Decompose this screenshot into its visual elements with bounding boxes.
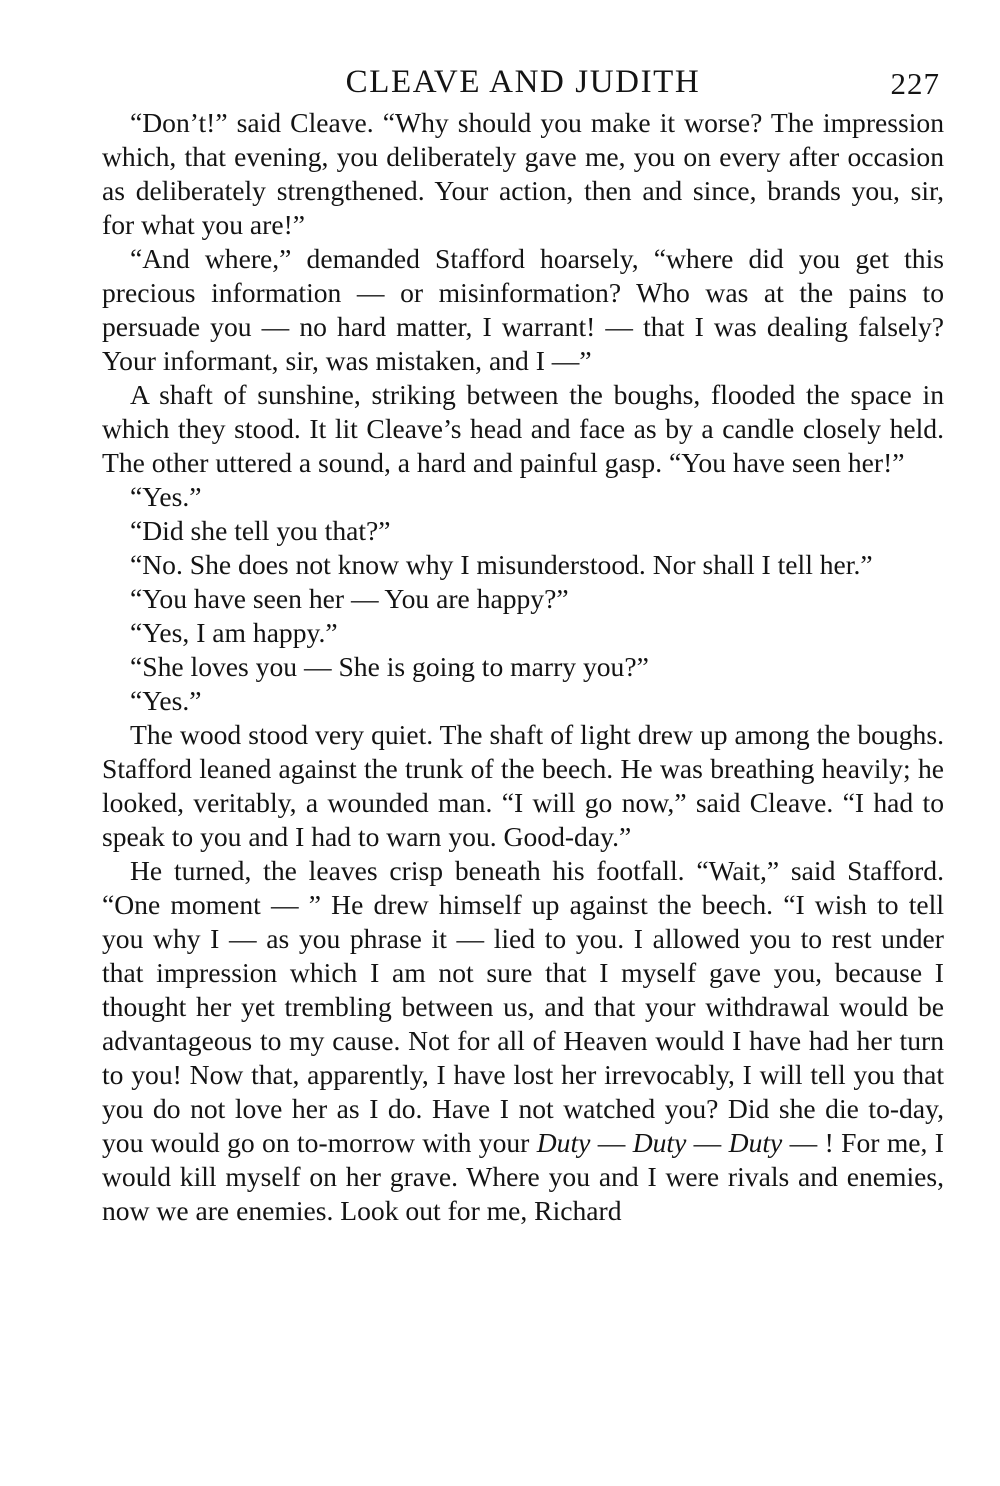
paragraph: “Don’t!” said Cleave. “Why should you make it worse? The impression which, that evening, you deliberately gave me, you on every after occasion as deliberately strengthened. Your action, then and since, brands you, sir, for what you are!” — [102, 107, 944, 240]
paragraph: “No. She does not know why I misunderstood. Nor shall I tell her.” — [130, 549, 873, 580]
page-number: 227 — [890, 66, 940, 101]
paragraph-final: He turned, the leaves crisp beneath his footfall. “Wait,” said Stafford. “One moment — ” He drew himself up against the beech. “I wish to tell you why I — as you phrase it — lied to you. I allowed you to rest under that impression which I am not sure that I myself gave you, because I thought her yet trembling between us, and that your withdrawal would be advantageous to my cause. Not for all of Heaven would I have had her turn to you! Now that, apparently, I have lost her irrevocably, I will tell you that you do not love her as I do. Have I not watched you? Did she die to-day, you would go on to-morrow with your Duty — Duty — Duty — ! For me, I would kill myself on her grave. Where you and I were rivals and enemies, now we are enemies. Look out for me, Richard — [102, 855, 944, 1226]
paragraph: The wood stood very quiet. The shaft of light drew up among the boughs. Stafford leaned against the trunk of the beech. He was breathing heavily; he looked, veritably, a wounded man. “I will go now,” said Cleave. “I had to speak to you and I had to warn you. Good-day.” — [102, 719, 944, 852]
paragraph-tail: For me, I would kill myself on her grave. Where you and I were rivals and enemies, now we are enemies. Look out for me, Richard — [102, 1127, 944, 1226]
running-title: CLEAVE AND JUDITH — [345, 64, 701, 100]
italic-word: Duty — [536, 1127, 591, 1158]
book-page — [102, 62, 944, 1228]
paragraph: “She loves you — She is going to marry you?” — [130, 651, 649, 682]
page-header — [102, 62, 944, 106]
italic-word: Duty — [632, 1127, 687, 1158]
paragraph-lead: He turned, the leaves crisp beneath his footfall. “Wait,” said Stafford. “One moment — ” He drew himself up against the beech. “I wish to tell you why I — as you phrase it — lied to you. I allowed you to rest under that impression which I am not sure that I myself gave you, because I thought her yet trembling between us, and that your withdrawal would be advantageous to my cause. Not for all of Heaven would I have had her turn to you! Now that, apparently, I have lost her irrevocably, I will tell you that you do not love her as I do. Have I not watched you? Did she die to-day, you would go on to-morrow with your — [102, 855, 944, 1158]
italic-word: Duty — [728, 1127, 783, 1158]
body-text — [102, 106, 944, 1228]
paragraph: A shaft of sunshine, striking between the boughs, flooded the space in which they stood. It lit Cleave’s head and face as by a candle closely held. The other uttered a sound, a hard and painful gasp. “You have seen her!” — [102, 379, 944, 478]
paragraph: “Yes.” — [130, 685, 202, 716]
paragraph: “Yes, I am happy.” — [130, 617, 338, 648]
paragraph: “Did she tell you that?” — [130, 515, 391, 546]
paragraph: “You have seen her — You are happy?” — [130, 583, 569, 614]
paragraph: “And where,” demanded Stafford hoarsely, “where did you get this precious information — or misinformation? Who was at the pains to persuade you — no hard matter, I warrant! — that I was dealing falsely? Your informant, sir, was mistaken, and I —” — [102, 243, 944, 376]
paragraph: “Yes.” — [130, 481, 202, 512]
